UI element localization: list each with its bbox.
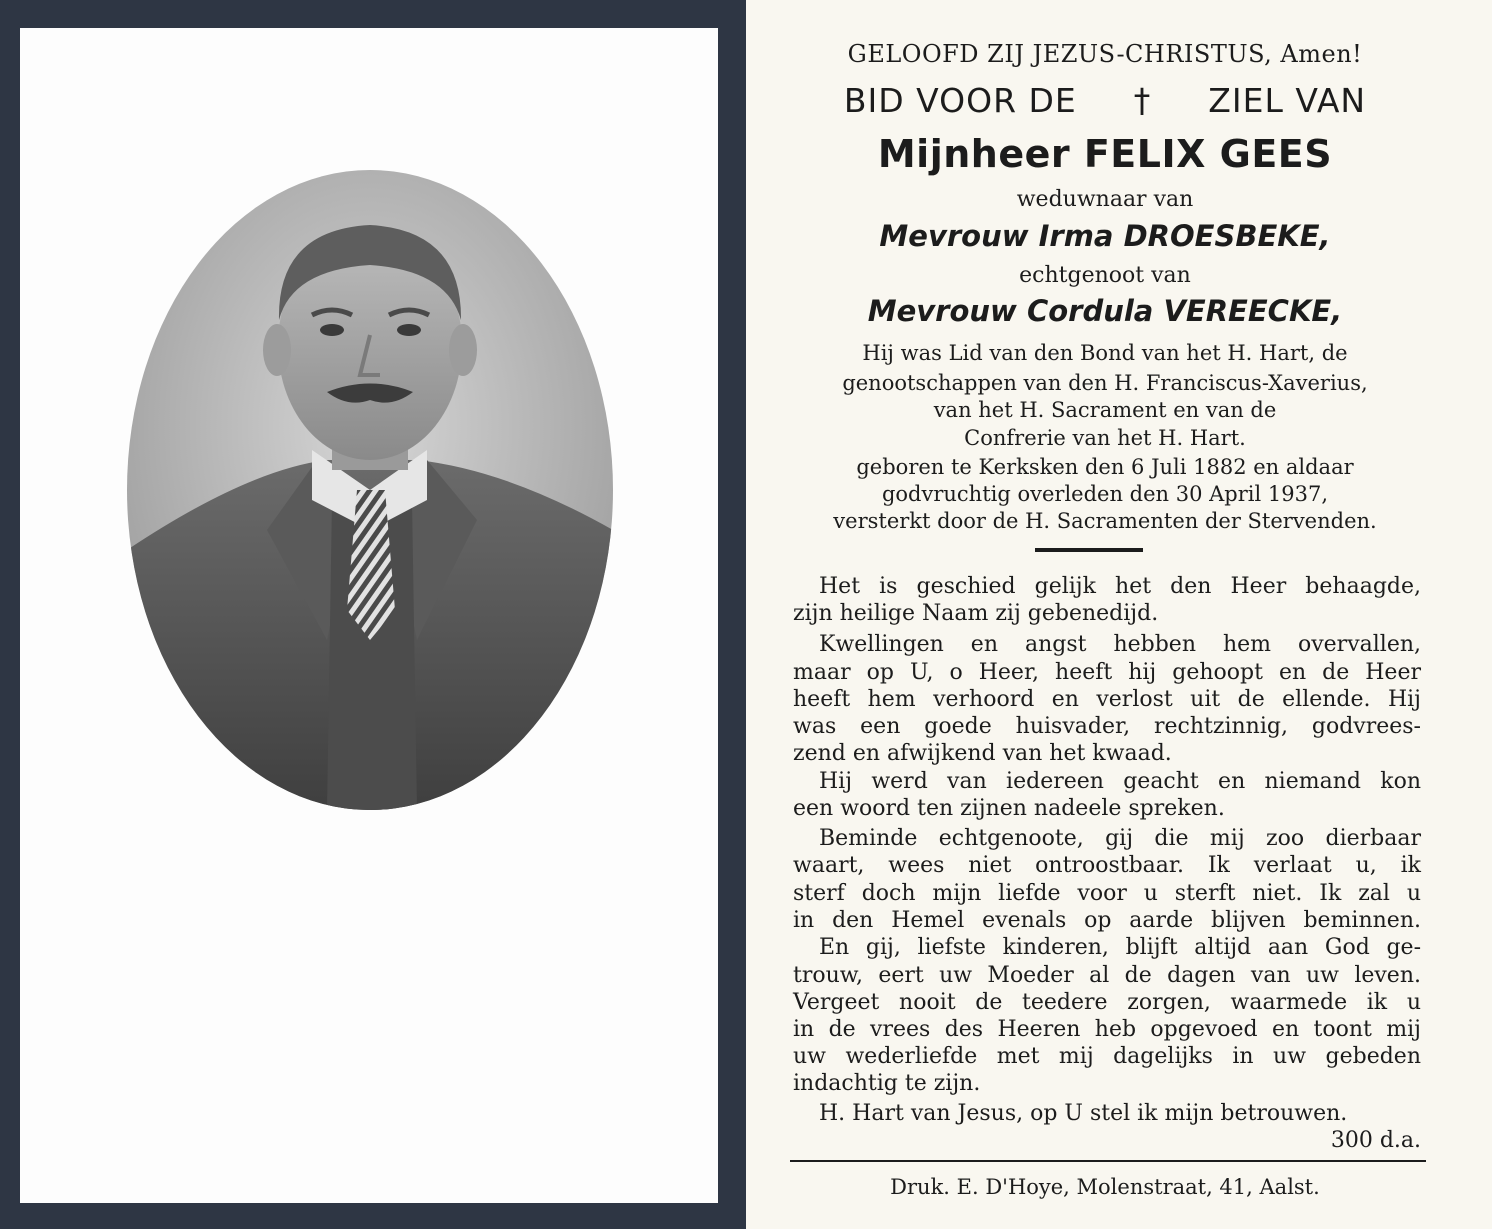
- prayer-invocation: [746, 81, 1464, 120]
- prayer-line: Vergeet nooit de teedere zorgen, waarmede ik u: [793, 990, 1421, 1015]
- prayer-line: Beminde echtgenoote, gij die mij zoo dierbaar: [819, 826, 1421, 851]
- printer-imprint: Druk. E. D'Hoye, Molenstraat, 41, Aalst.: [890, 1175, 1320, 1199]
- prayer-line: was een goede huisvader, rechtzinnig, godvrees-: [793, 714, 1421, 739]
- prayer-line: in de vrees des Heeren heb opgevoed en toont mij: [793, 1017, 1421, 1042]
- portrait-photo: [127, 170, 613, 810]
- prayer-line: heeft hem verhoord en verlost uit de ellende. Hij: [793, 687, 1421, 712]
- prayer-line: trouw, eert uw Moeder al de dagen van uw leven.: [793, 963, 1421, 988]
- bio-line: genootschappen van den H. Franciscus-Xaverius,: [842, 371, 1368, 395]
- prayer-line: Hij werd van iedereen geacht en niemand kon: [819, 769, 1421, 794]
- footer-divider: [790, 1160, 1426, 1162]
- closing-invocation: H. Hart van Jesus, op U stel ik mijn betrouwen.: [819, 1101, 1348, 1126]
- prayer-line: Kwellingen en angst hebben hem overvallen,: [819, 632, 1421, 657]
- prayer-line: zend en afwijkend van het kwaad.: [793, 741, 1172, 766]
- header-acclamation: GELOOFD ZIJ JEZUS-CHRISTUS, Amen!: [847, 40, 1363, 68]
- prayer-line: maar op U, o Heer, heeft hij gehoopt en de Heer: [793, 660, 1421, 685]
- section-divider: [1035, 548, 1143, 552]
- prayer-line: uw wederliefde met mij dagelijks in uw gebeden: [793, 1044, 1421, 1069]
- invocation-left: BID VOOR DE: [843, 81, 1077, 120]
- prayer-line: zijn heilige Naam zij gebenedijd.: [793, 601, 1159, 626]
- spouse-of-label: echtgenoot van: [1019, 263, 1191, 288]
- memorial-text-panel: [746, 0, 1492, 1229]
- first-wife-name: Mevrouw Irma DROESBEKE,: [879, 219, 1331, 253]
- prayer-line: in den Hemel evenals op aarde blijven beminnen.: [793, 908, 1421, 933]
- bio-line: geboren te Kerksken den 6 Juli 1882 en aldaar: [856, 455, 1354, 479]
- indulgence-note: 300 d.a.: [1330, 1128, 1421, 1153]
- prayer-line: een woord ten zijnen nadeele spreken.: [793, 796, 1225, 821]
- photo-card: [20, 28, 718, 1203]
- invocation-right: ZIEL VAN: [1208, 81, 1367, 120]
- bio-line: Confrerie van het H. Hart.: [964, 426, 1246, 450]
- prayer-line: sterf doch mijn liefde voor u sterft niet. Ik zal u: [793, 881, 1421, 906]
- bio-line: van het H. Sacrament en van de: [933, 398, 1277, 422]
- prayer-line: En gij, liefste kinderen, blijft altijd aan God ge-: [819, 935, 1421, 960]
- bio-line: Hij was Lid van den Bond van het H. Hart, de: [862, 341, 1348, 365]
- cross-icon: †: [1133, 81, 1152, 120]
- widower-of-label: weduwnaar van: [1016, 187, 1194, 212]
- prayer-line: indachtig te zijn.: [793, 1071, 981, 1096]
- prayer-line: waart, wees niet ontroostbaar. Ik verlaat u, ik: [793, 853, 1421, 878]
- second-wife-name: Mevrouw Cordula VEREECKE,: [867, 294, 1343, 328]
- bio-line: versterkt door de H. Sacramenten der Stervenden.: [833, 509, 1377, 533]
- bio-line: godvruchtig overleden den 30 April 1937,: [881, 482, 1329, 506]
- deceased-name: Mijnheer FELIX GEES: [877, 132, 1333, 176]
- prayer-line: Het is geschied gelijk het den Heer behaagde,: [819, 574, 1421, 599]
